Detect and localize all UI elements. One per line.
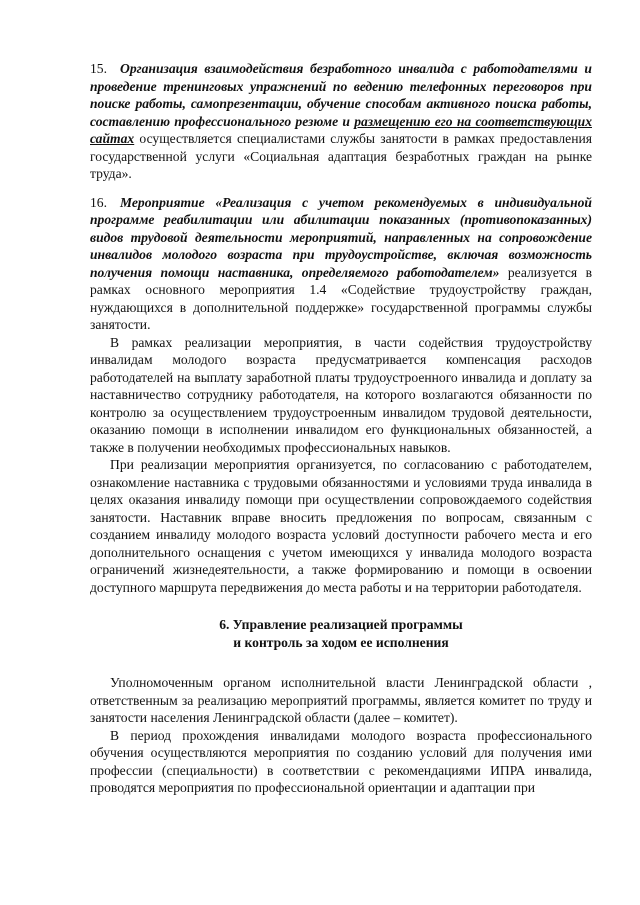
paragraph-15-regular: осуществляется специалистами службы занятости в рамках предоставления государственной услуги «Социальная адаптация безработных граждан на рынке труда». <box>90 131 592 181</box>
paragraph-mentor: При реализации мероприятия организуется, по согласованию с работодателем, ознакомление наставника с трудовыми обязанностями и условиями труда инвалида в целях оказания инвалиду помощи при осуществлении сопровождаемого содействия занятости. Наставник вправе вносить предложения по вопросам, связанным с созданием инвалиду молодого возраста условий доступности рабочего места и его дополнительного оснащения с учетом имеющихся у инвалида молодого возраста ограничений жизнедеятельности, а также формированию и помощи в освоении доступного маршрута передвижения до места работы и на территории работодателя. <box>90 457 592 595</box>
paragraph-authority: Уполномоченным органом исполнительной власти Ленинградской области , ответственным за реализацию мероприятий программы, является комитет по труду и занятости населения Ленинградской области (далее – комитет). <box>90 675 592 725</box>
paragraph-15 <box>90 60 592 183</box>
paragraph-16-bold-italic: Мероприятие «Реализация с учетом рекомендуемых в индивидуальной программе реабилитации или абилитации показанных (противопоказанных) видов трудовой деятельности мероприятий, направленных на сопровождение инвалидов молодого возраста при трудоустройстве, включая возможность получения помощи наставника, определяемого работодателем» <box>90 194 592 280</box>
paragraph-16-regular: реализуется в рамках основного мероприятия 1.4 «Содействие трудоустройству граждан, нуждающихся в дополнительной поддержке» государственной программы службы занятости. <box>90 264 592 332</box>
paragraph-number: 15. <box>90 61 107 76</box>
section-6-heading <box>90 616 592 652</box>
paragraph-framework: В рамках реализации мероприятия, в части содействия трудоустройству инвалидам молодого возраста предусматривается компенсация расходов работодателей на выплату заработной платы трудоустроенного инвалида и доплату за наставничество сотруднику работодателя, на которого возлагаются обязанности по контролю за осуществлением трудоустроенным инвалидом трудовой деятельности, оказанию помощи в исполнении инвалидом его функциональных обязанностей, а также в получении необходимых профессиональных навыков. <box>90 334 592 455</box>
paragraph-15-bold-italic: Организация взаимодействия безработного инвалида с работодателями и проведение тренинговых упражнений по ведению телефонных переговоров при поиске работы, самопрезентации, обучение способам активного поиска работы, составлению профессионального резюме и <box>90 61 592 129</box>
section-6-title-line2: и контроль за ходом ее исполнения <box>233 635 449 650</box>
section-6-title-line1: 6. Управление реализацией программы <box>219 617 463 632</box>
paragraph-number: 16. <box>90 194 107 210</box>
paragraph-training: В период прохождения инвалидами молодого возраста профессионального обучения осуществляются мероприятия по созданию условий для получения ими профессии (специальности) в соответствии с рекомендациями ИПРА инвалида, проводятся мероприятия по профессиональной ориентации и адаптации при <box>90 727 592 795</box>
paragraph-16 <box>90 194 592 334</box>
paragraph-15-underlined: размещению его на соответствующих сайтах <box>90 113 592 146</box>
